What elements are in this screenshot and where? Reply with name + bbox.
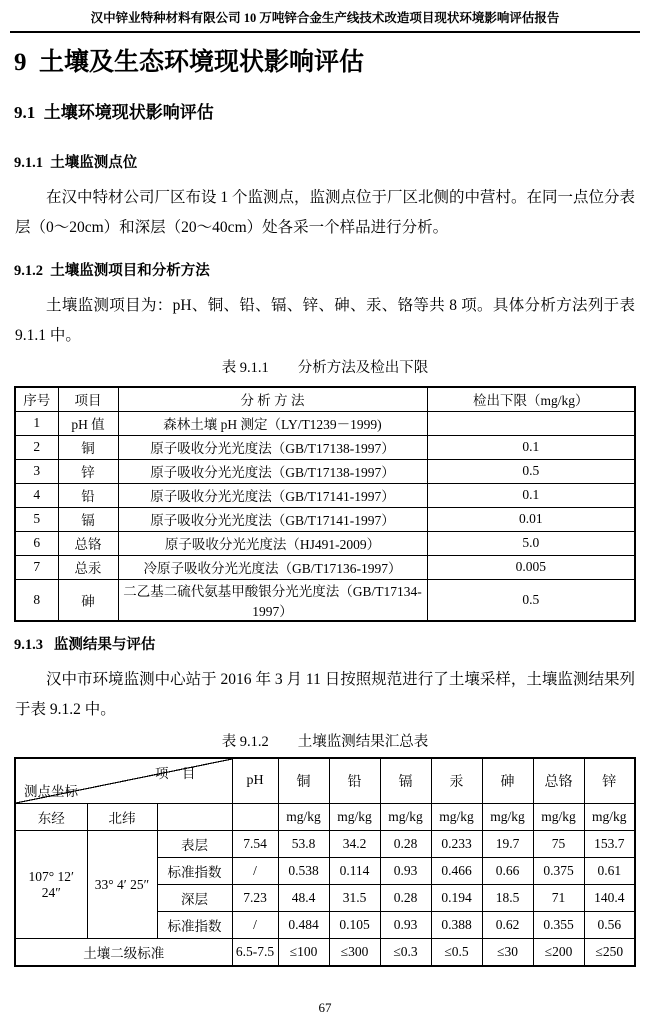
cell-item: 铅: [58, 483, 118, 507]
value-cell: 0.484: [278, 912, 329, 939]
unit-cell: mg/kg: [584, 804, 635, 831]
value-cell: 0.61: [584, 858, 635, 885]
section-heading-9-1: 9.1 土壤环境现状影响评估: [14, 103, 214, 122]
standard-value: ≤30: [482, 939, 533, 966]
table-row: [15, 411, 635, 435]
standard-row-label: 土壤二级标准: [15, 939, 232, 966]
value-cell: 0.62: [482, 912, 533, 939]
value-cell: 0.56: [584, 912, 635, 939]
col-header-zn: 锌: [584, 758, 635, 804]
value-cell: 75: [533, 831, 584, 858]
col-header-ph: pH: [232, 758, 278, 804]
value-cell: 0.375: [533, 858, 584, 885]
table-row: [15, 507, 635, 531]
cell-limit: 0.5: [427, 579, 635, 621]
unit-cell: mg/kg: [431, 804, 482, 831]
cell-method: 原子吸收分光光度法（GB/T17138-1997）: [118, 459, 427, 483]
value-cell: 53.8: [278, 831, 329, 858]
coordinate-east: 107° 12′ 24″: [15, 831, 87, 939]
standard-value: ≤300: [329, 939, 380, 966]
cell-item: 镉: [58, 507, 118, 531]
chapter-heading: 9 土壤及生态环境现状影响评估: [14, 49, 365, 76]
cell-index: 3: [15, 459, 58, 483]
table-row: [15, 459, 635, 483]
cell-item: 砷: [58, 579, 118, 621]
table-row: [15, 579, 635, 621]
unit-cell: mg/kg: [278, 804, 329, 831]
cell-method: 二乙基二硫代氨基甲酸银分光光度法（GB/T17134-1997）: [118, 579, 427, 621]
page-number: 67: [318, 1000, 332, 1015]
paragraph-monitoring-points: 在汉中特材公司厂区布设 1 个监测点，监测点位于厂区北侧的中营村。在同一点位分表层（0～20cm）和深层（20～40cm）处各采一个样品进行分析。: [15, 189, 636, 236]
value-cell: /: [232, 912, 278, 939]
value-cell: 0.194: [431, 885, 482, 912]
cell-item: pH 值: [58, 411, 118, 435]
cell-item: 总汞: [58, 555, 118, 579]
value-cell: 0.93: [380, 858, 431, 885]
col-header-detection-limit: 检出下限（mg/kg）: [427, 387, 635, 411]
row-label: 标准指数: [157, 858, 232, 885]
standard-value: ≤250: [584, 939, 635, 966]
value-cell: 153.7: [584, 831, 635, 858]
diagonal-label-coords: 测点坐标: [24, 784, 78, 799]
value-cell: 0.538: [278, 858, 329, 885]
cell-index: 1: [15, 411, 58, 435]
cell-item: 铜: [58, 435, 118, 459]
standard-ph: 6.5-7.5: [232, 939, 278, 966]
standard-value: ≤100: [278, 939, 329, 966]
subsection-heading-9-1-2: 9.1.2 土壤监测项目和分析方法: [14, 263, 210, 279]
value-cell: 0.355: [533, 912, 584, 939]
cell-method: 原子吸收分光光度法（GB/T17141-1997）: [118, 507, 427, 531]
col-header-index: 序号: [15, 387, 58, 411]
unit-cell: mg/kg: [329, 804, 380, 831]
value-cell: /: [232, 858, 278, 885]
col-header-cd: 镉: [380, 758, 431, 804]
unit-cell: mg/kg: [482, 804, 533, 831]
table-header-row: [15, 387, 635, 411]
label-east-longitude: 东经: [15, 804, 87, 831]
cell-index: 2: [15, 435, 58, 459]
cell-limit: 0.1: [427, 435, 635, 459]
value-cell: 0.114: [329, 858, 380, 885]
value-cell: 0.233: [431, 831, 482, 858]
value-cell: 140.4: [584, 885, 635, 912]
cell-method: 冷原子吸收分光光度法（GB/T17136-1997）: [118, 555, 427, 579]
table-row: [15, 555, 635, 579]
cell-limit: 0.5: [427, 459, 635, 483]
data-row-surface: [15, 831, 635, 858]
cell-limit: 0.005: [427, 555, 635, 579]
coordinate-north: 33° 4′ 25″: [87, 831, 157, 939]
row-label: 标准指数: [157, 912, 232, 939]
value-cell: 0.388: [431, 912, 482, 939]
value-cell: 0.66: [482, 858, 533, 885]
value-cell: 71: [533, 885, 584, 912]
value-cell: 0.28: [380, 885, 431, 912]
cell-index: 7: [15, 555, 58, 579]
value-cell: 31.5: [329, 885, 380, 912]
col-header-cr: 总铬: [533, 758, 584, 804]
empty-cell: [157, 804, 232, 831]
cell-index: 6: [15, 531, 58, 555]
table2-caption: 表 9.1.2 土壤监测结果汇总表: [221, 733, 429, 750]
paragraph-monitoring-results: 汉中市环境监测中心站于 2016 年 3 月 11 日按照规范进行了土壤采样，土壤监测结果列于表 9.1.2 中。: [15, 670, 635, 718]
standard-value: ≤0.5: [431, 939, 482, 966]
row-label: 深层: [157, 885, 232, 912]
value-cell: 48.4: [278, 885, 329, 912]
diagonal-header-cell: [15, 758, 232, 804]
cell-index: 4: [15, 483, 58, 507]
analysis-methods-table: [14, 386, 636, 622]
cell-limit: [427, 411, 635, 435]
unit-row: [15, 804, 635, 831]
table-header-row: [15, 758, 635, 804]
cell-method: 森林土壤 pH 测定（LY/T1239－1999): [118, 411, 427, 435]
cell-method: 原子吸收分光光度法（GB/T17138-1997）: [118, 435, 427, 459]
value-cell: 7.54: [232, 831, 278, 858]
cell-limit: 0.01: [427, 507, 635, 531]
value-cell: 0.105: [329, 912, 380, 939]
value-cell: 19.7: [482, 831, 533, 858]
table-row: [15, 435, 635, 459]
unit-cell: mg/kg: [533, 804, 584, 831]
subsection-heading-9-1-3: 9.1.3 监测结果与评估: [14, 636, 156, 653]
table1-caption: 表 9.1.1 分析方法及检出下限: [221, 360, 429, 376]
cell-index: 8: [15, 579, 58, 621]
cell-item: 总铬: [58, 531, 118, 555]
col-header-as: 砷: [482, 758, 533, 804]
col-header-pb: 铅: [329, 758, 380, 804]
table-row: [15, 531, 635, 555]
soil-results-table: [14, 757, 636, 967]
col-header-method: 分 析 方 法: [118, 387, 427, 411]
standard-row: [15, 939, 635, 966]
cell-method: 原子吸收分光光度法（GB/T17141-1997）: [118, 483, 427, 507]
standard-value: ≤0.3: [380, 939, 431, 966]
report-header-title: 汉中锌业特种材料有限公司 10 万吨锌合金生产线技术改造项目现状环境影响评估报告: [10, 8, 640, 33]
cell-method: 原子吸收分光光度法（HJ491-2009）: [118, 531, 427, 555]
unit-cell: mg/kg: [380, 804, 431, 831]
value-cell: 0.93: [380, 912, 431, 939]
value-cell: 7.23: [232, 885, 278, 912]
table-row: [15, 483, 635, 507]
col-header-item: 项目: [58, 387, 118, 411]
col-header-cu: 铜: [278, 758, 329, 804]
paragraph-monitoring-items: 土壤监测项目为：pH、铜、铅、镉、锌、砷、汞、铬等共 8 项。具体分析方法列于表 9.1.1 中。: [15, 297, 635, 344]
row-label: 表层: [157, 831, 232, 858]
cell-item: 锌: [58, 459, 118, 483]
cell-limit: 5.0: [427, 531, 635, 555]
value-cell: 34.2: [329, 831, 380, 858]
standard-value: ≤200: [533, 939, 584, 966]
value-cell: 18.5: [482, 885, 533, 912]
subsection-heading-9-1-1: 9.1.1 土壤监测点位: [14, 155, 138, 171]
cell-limit: 0.1: [427, 483, 635, 507]
value-cell: 0.466: [431, 858, 482, 885]
empty-cell: [232, 804, 278, 831]
col-header-hg: 汞: [431, 758, 482, 804]
cell-index: 5: [15, 507, 58, 531]
label-north-latitude: 北纬: [87, 804, 157, 831]
diagonal-label-item: 项 目: [155, 765, 196, 781]
value-cell: 0.28: [380, 831, 431, 858]
